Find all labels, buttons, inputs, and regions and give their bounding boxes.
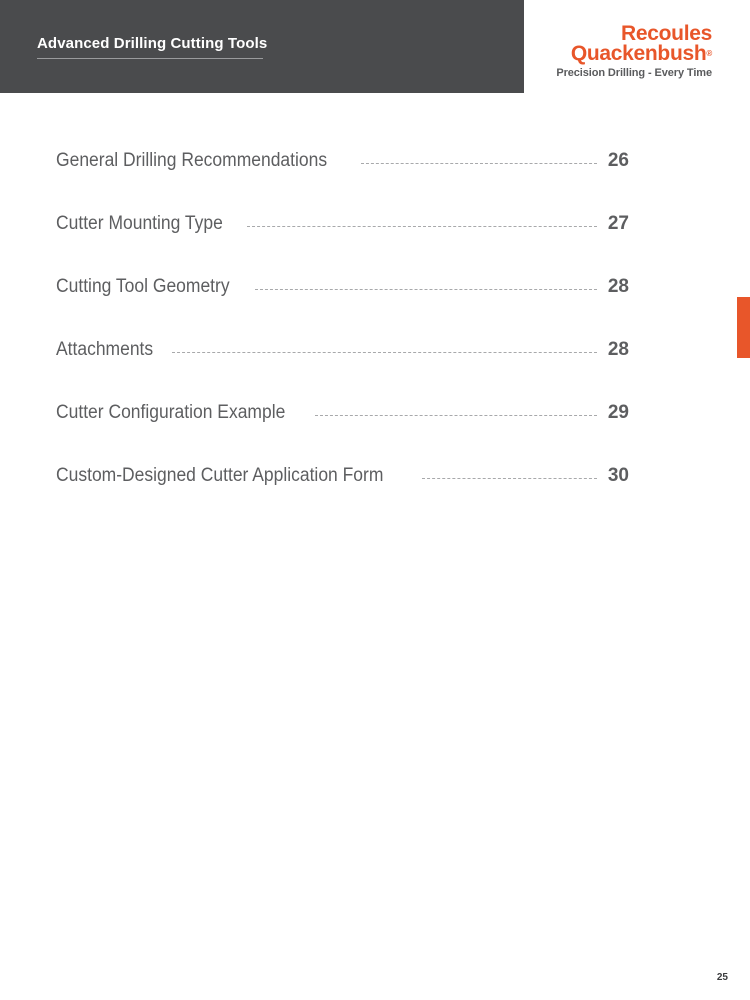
toc-entry-title: Attachments [56,339,154,360]
toc-entry[interactable] [56,148,629,174]
page-number: 25 [716,972,728,983]
toc-entry[interactable] [56,400,629,426]
section-title: Advanced Drilling Cutting Tools [37,35,268,52]
company-logo [556,24,712,79]
toc-entry-page: 30 [607,465,629,486]
toc-entry[interactable] [56,337,629,363]
toc-entry[interactable] [56,211,629,237]
toc-dotted-leader [361,163,597,164]
table-of-contents [56,148,629,526]
logo-tagline: Precision Drilling - Every Time [556,67,712,79]
toc-entry-title: Custom-Designed Cutter Application Form [56,465,384,486]
title-underline [37,58,263,59]
toc-entry-page: 26 [607,150,629,171]
toc-entry-title: Cutter Mounting Type [56,213,223,234]
toc-entry-title: Cutting Tool Geometry [56,276,230,297]
toc-entry-page: 28 [607,339,629,360]
header-bar [0,0,524,93]
toc-entry-title: General Drilling Recommendations [56,150,328,171]
toc-dotted-leader [255,289,597,290]
registered-mark: ® [706,49,712,58]
toc-entry[interactable] [56,463,629,489]
toc-dotted-leader [315,415,597,416]
toc-entry-page: 27 [607,213,629,234]
toc-dotted-leader [422,478,597,479]
toc-entry-page: 28 [607,276,629,297]
logo-line-1: Recoules [621,22,712,45]
toc-entry-page: 29 [607,402,629,423]
toc-dotted-leader [172,352,597,353]
toc-dotted-leader [247,226,597,227]
toc-entry[interactable] [56,274,629,300]
logo-line-2 [556,44,712,64]
logo-line-2-text: Quackenbush [570,42,707,65]
section-side-tab [737,297,750,358]
toc-entry-title: Cutter Configuration Example [56,402,286,423]
